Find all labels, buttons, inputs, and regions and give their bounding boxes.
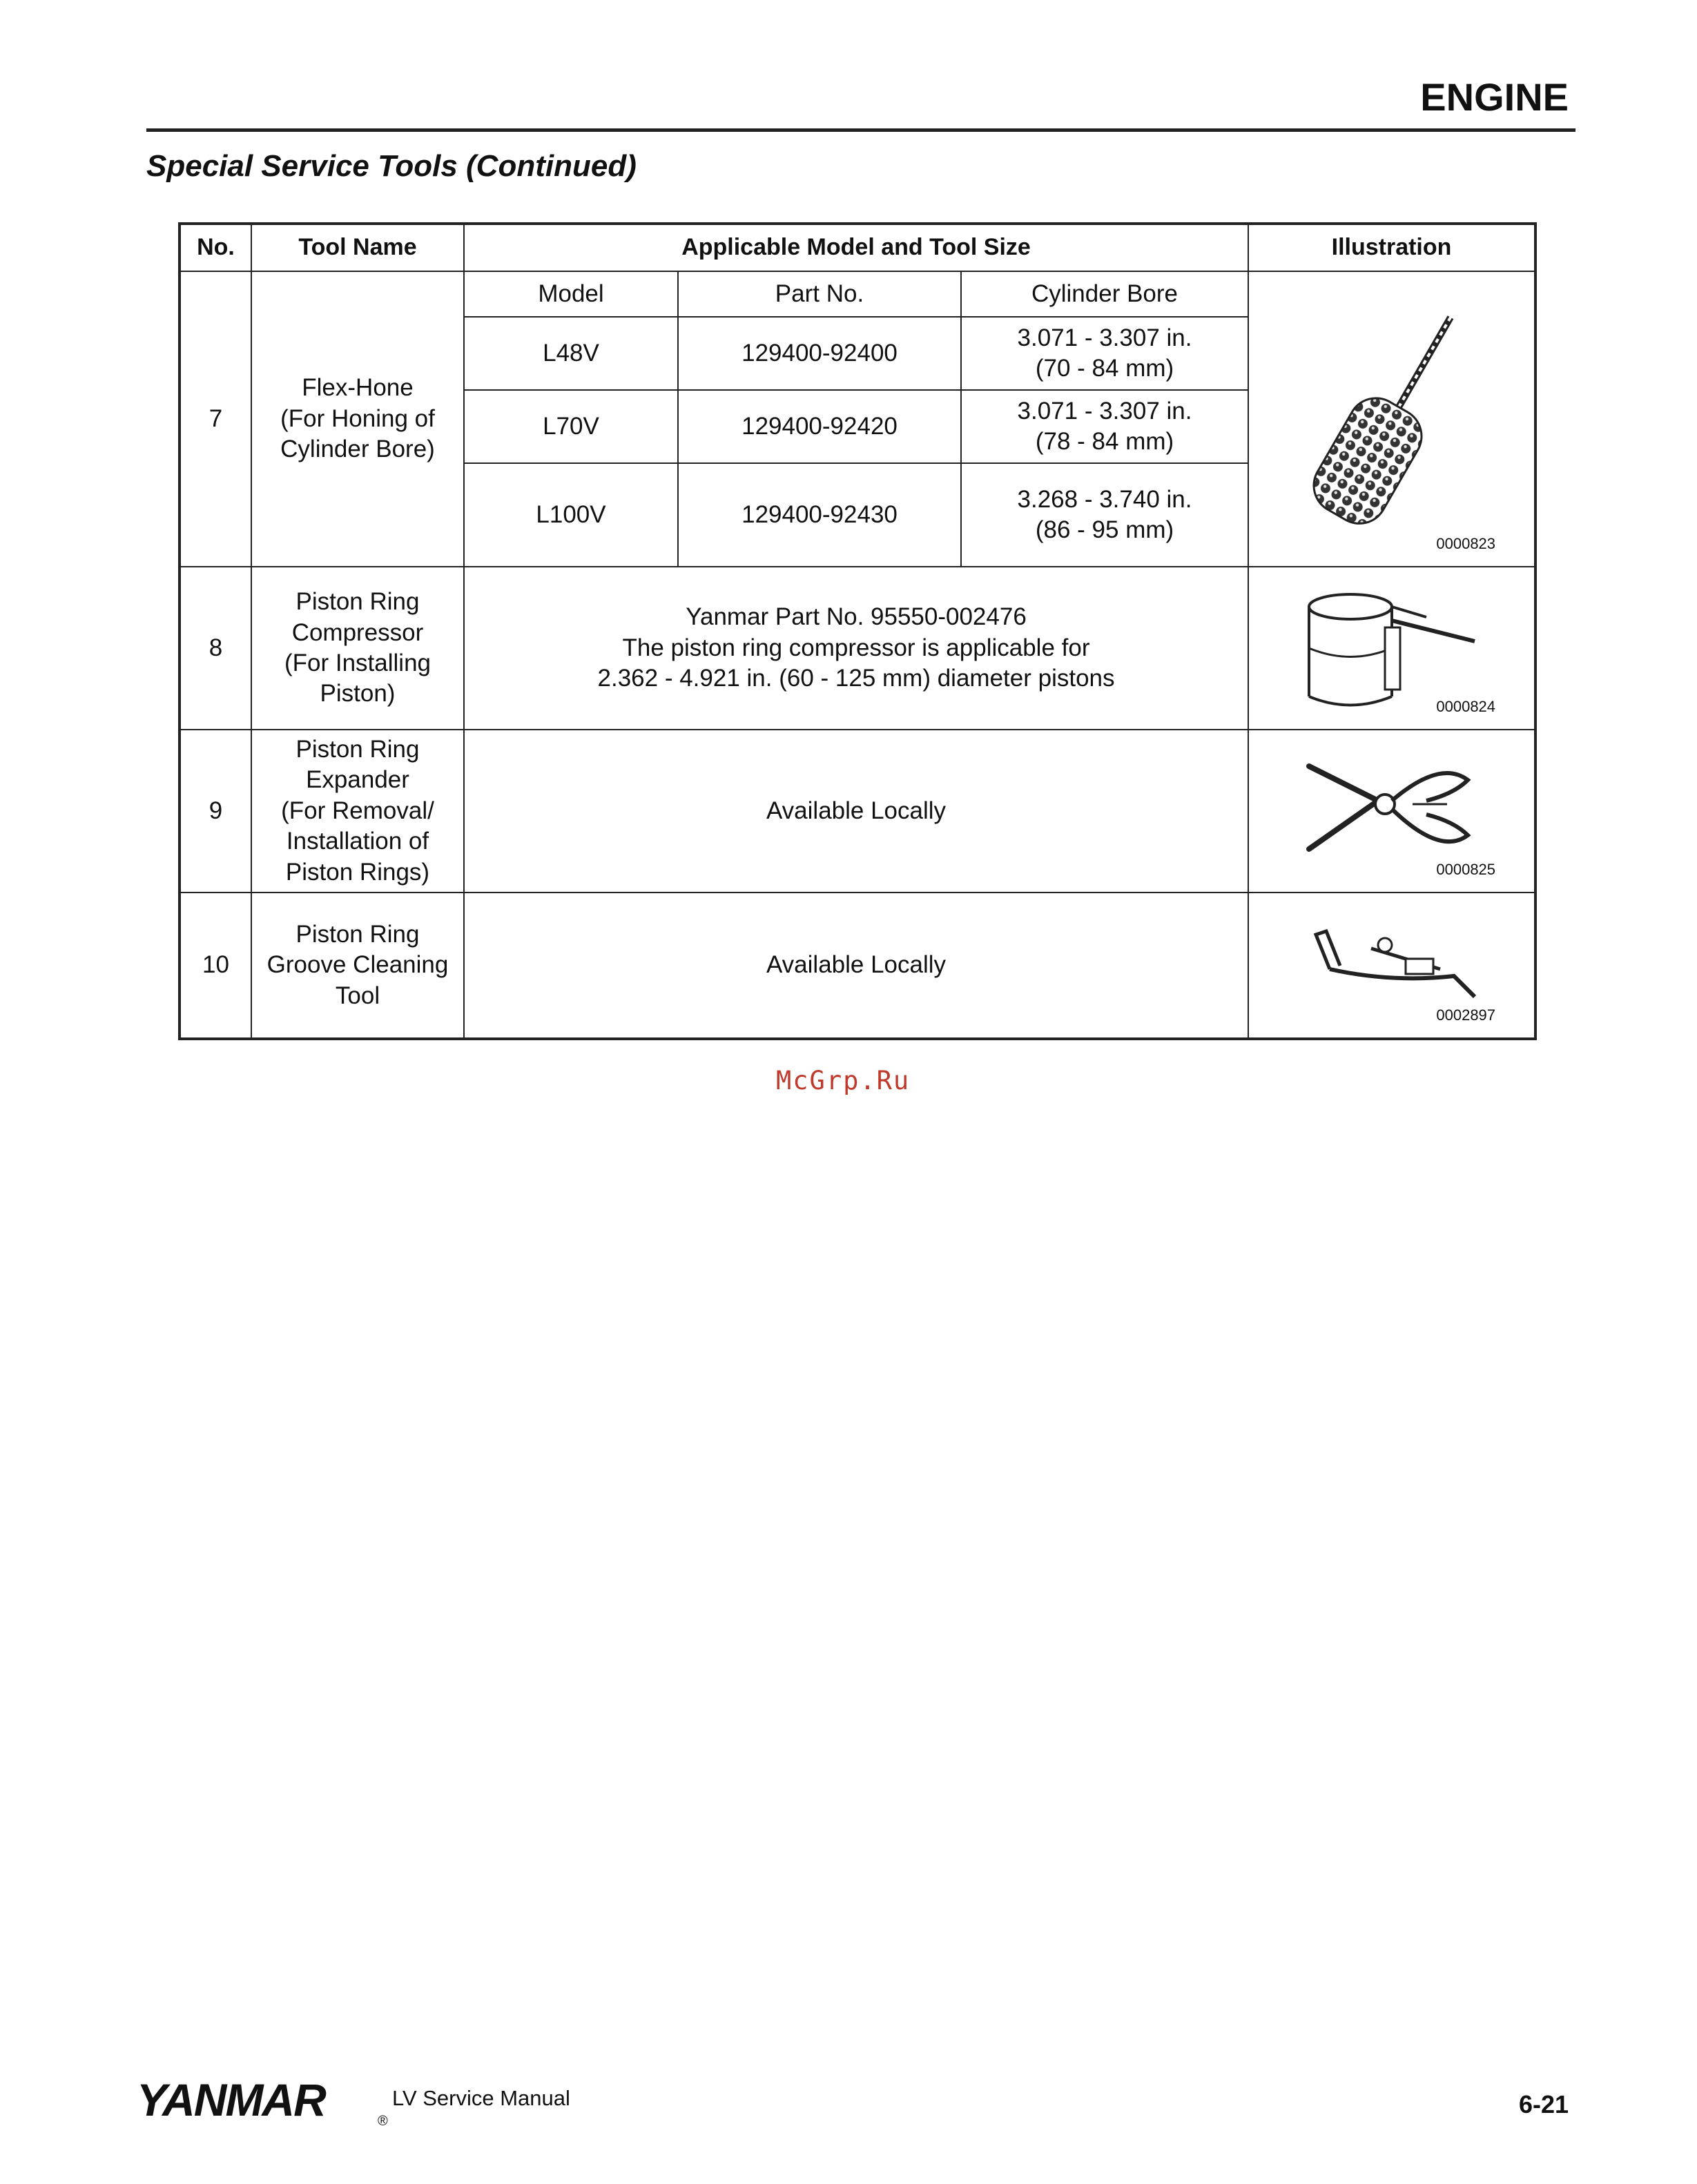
watermark-text: McGrp.Ru — [776, 1066, 911, 1095]
row-details — [464, 893, 1248, 1039]
bore-inches: 3.071 - 3.307 in. — [1017, 397, 1192, 425]
detail-line: The piston ring compressor is applicable for — [622, 634, 1090, 661]
page-subheading: Special Service Tools (Continued) — [146, 149, 637, 183]
tool-name-line: Expander — [306, 766, 409, 794]
tool-name-line: Piston) — [320, 680, 396, 708]
subheader-model: Model — [464, 271, 678, 317]
illustration-cell — [1248, 567, 1535, 730]
table-row — [180, 271, 1535, 317]
model-cell: L100V — [464, 463, 678, 567]
row-tool-name — [251, 567, 464, 730]
header-applicable: Applicable Model and Tool Size — [464, 224, 1248, 271]
tool-name-line: Tool — [335, 982, 380, 1009]
figure-code: 0000824 — [1436, 698, 1496, 716]
table-header-row — [180, 224, 1535, 271]
tool-name-line: Groove Cleaning — [266, 951, 449, 979]
part-no-cell: 129400-92400 — [678, 317, 961, 390]
row-details — [464, 567, 1248, 730]
header-tool-name: Tool Name — [251, 224, 464, 271]
row-no: 10 — [180, 893, 251, 1039]
detail-line: Available Locally — [766, 951, 947, 979]
bore-cell — [961, 390, 1248, 463]
bore-mm: (70 - 84 mm) — [1035, 355, 1174, 382]
row-details — [464, 730, 1248, 893]
illustration-cell — [1248, 893, 1535, 1039]
special-service-tools-table — [178, 222, 1537, 1040]
figure-code: 0000823 — [1436, 535, 1496, 553]
ring-expander-illustration — [1288, 745, 1495, 877]
detail-line: Available Locally — [766, 797, 947, 824]
tool-name-line: Cylinder Bore) — [280, 436, 435, 463]
bore-inches: 3.268 - 3.740 in. — [1017, 485, 1192, 513]
bore-cell — [961, 463, 1248, 567]
tool-name-line: Flex-Hone — [302, 374, 414, 402]
detail-line: 2.362 - 4.921 in. (60 - 125 mm) diameter pistons — [597, 665, 1115, 692]
row-tool-name — [251, 730, 464, 893]
tool-name-line: (For Removal/ — [281, 797, 434, 824]
bore-cell — [961, 317, 1248, 390]
detail-line: Yanmar Part No. 95550-002476 — [686, 603, 1027, 631]
bore-mm: (86 - 95 mm) — [1035, 516, 1174, 543]
tool-name-line: Compressor — [291, 618, 424, 646]
header-no: No. — [180, 224, 251, 271]
section-title: ENGINE — [1420, 75, 1569, 119]
model-cell: L70V — [464, 390, 678, 463]
tool-name-line: Piston Ring — [295, 920, 420, 948]
part-no-cell: 129400-92420 — [678, 390, 961, 463]
illustration-cell — [1248, 271, 1535, 567]
brand-logo: YANMAR — [137, 2074, 325, 2125]
table-row — [180, 730, 1535, 893]
subheader-cylinder-bore: Cylinder Bore — [961, 271, 1248, 317]
bore-mm: (78 - 84 mm) — [1035, 428, 1174, 455]
tool-name-line: (For Installing — [284, 650, 431, 676]
header-illustration: Illustration — [1248, 224, 1535, 271]
tool-name-line: Piston Ring — [295, 735, 420, 763]
bore-inches: 3.071 - 3.307 in. — [1017, 324, 1192, 351]
flex-hone-illustration — [1288, 295, 1495, 543]
page-number: 6-21 — [1518, 2090, 1569, 2118]
header-rule — [146, 128, 1575, 132]
tool-name-line: Piston Rings) — [285, 858, 430, 886]
subheader-part-no: Part No. — [678, 271, 961, 317]
ring-compressor-illustration — [1288, 579, 1495, 717]
model-cell: L48V — [464, 317, 678, 390]
figure-code: 0000825 — [1436, 861, 1496, 879]
manual-title: LV Service Manual — [392, 2086, 570, 2110]
tool-name-line: Piston Ring — [295, 588, 420, 616]
row-tool-name — [251, 271, 464, 567]
registered-mark: ® — [378, 2114, 388, 2129]
row-no: 9 — [180, 730, 251, 893]
illustration-cell — [1248, 730, 1535, 893]
row-tool-name — [251, 893, 464, 1039]
tool-name-line: (For Honing of — [280, 404, 435, 432]
row-no: 8 — [180, 567, 251, 730]
table-row — [180, 893, 1535, 1039]
table-row — [180, 567, 1535, 730]
row-no: 7 — [180, 271, 251, 567]
figure-code: 0002897 — [1436, 1006, 1496, 1024]
part-no-cell: 129400-92430 — [678, 463, 961, 567]
tool-name-line: Installation of — [286, 828, 429, 855]
